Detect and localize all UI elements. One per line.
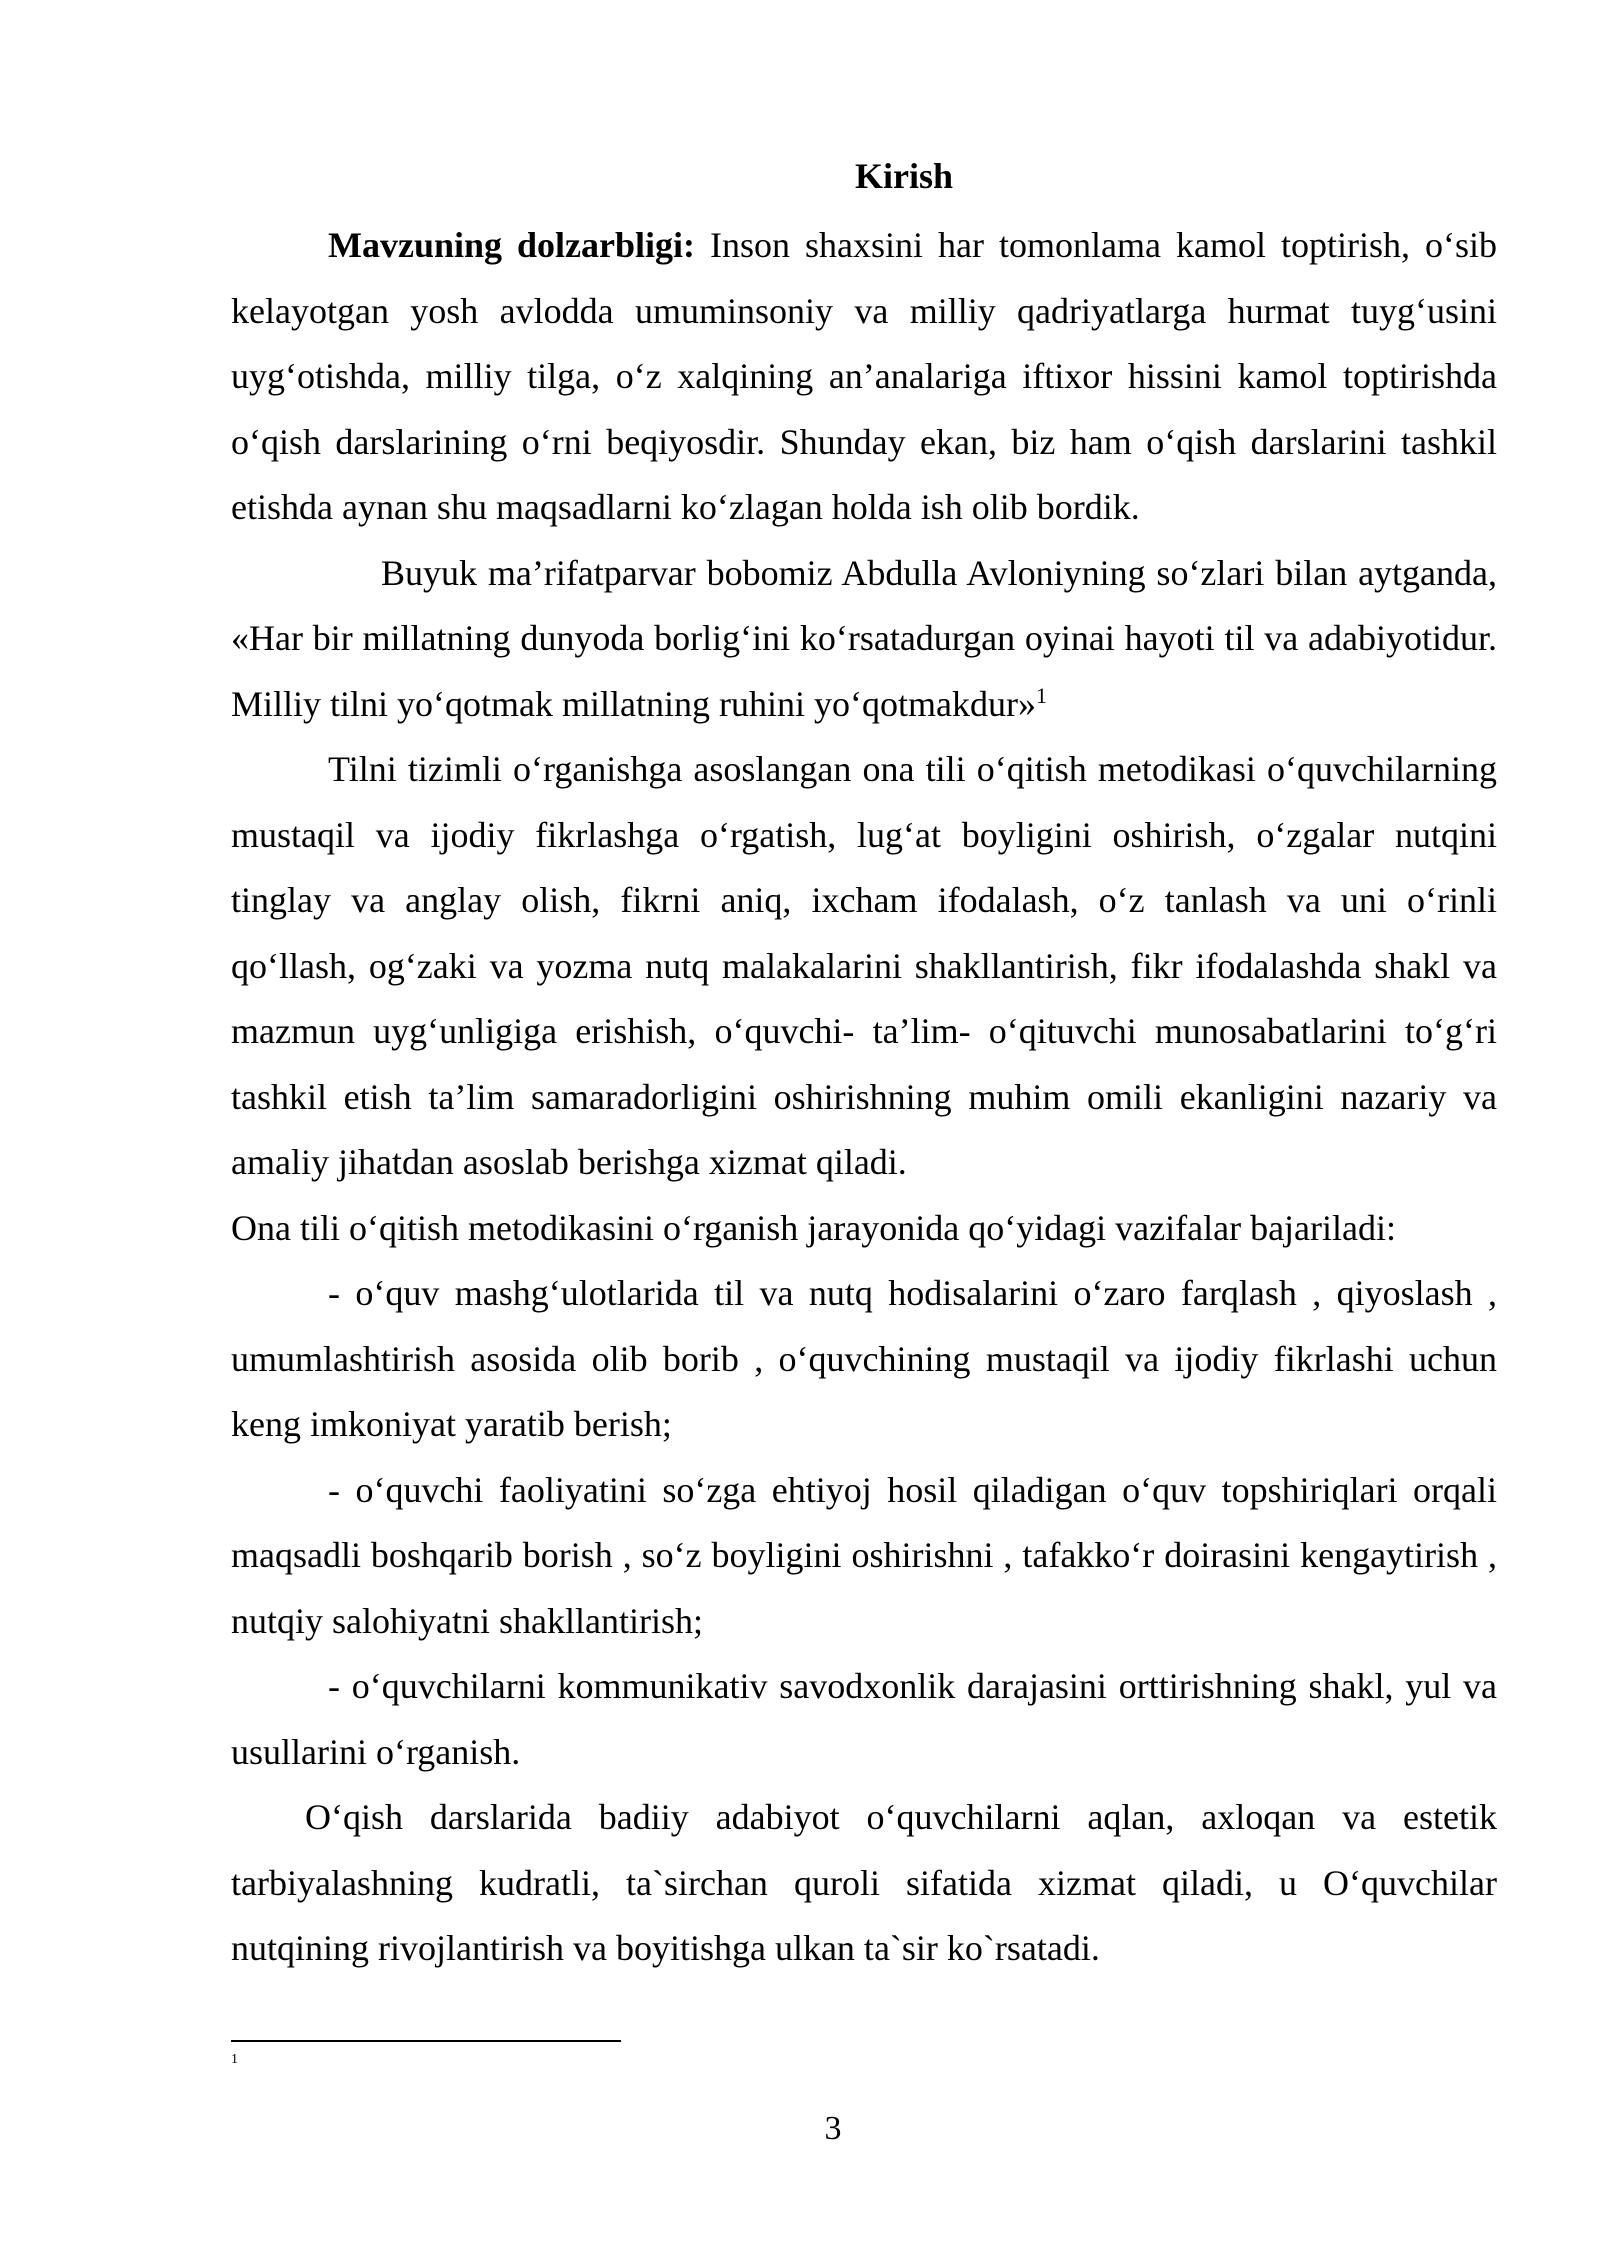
paragraph-tasks-intro	[231, 1196, 1497, 1262]
paragraph-text: - o‘quvchi faoliyatini so‘zga ehtiyoj hosil qiladigan o‘quv topshiriqlari orqali maqsadli boshqarib borish , so‘z boyligini oshirishni , tafakko‘r doirasini kengaytirish , nutqiy salohiyatni shakllantirish;	[231, 1469, 1497, 1641]
paragraph-text: Ona tili o‘qitish metodikasini o‘rganish jarayonida qo‘yidagi vazifalar bajariladi:	[231, 1207, 1397, 1248]
list-item-task-3	[231, 1654, 1497, 1785]
paragraph-relevance	[231, 213, 1497, 541]
paragraph-text: Tilni tizimli o‘rganishga asoslangan ona tili o‘qitish metodikasi o‘quvchilarning mustaqil va ijodiy fikrlashga o‘rgatish, lug‘at boyligini oshirish, o‘zgalar nutqini tinglay va anglay olish, fikrni aniq, ixcham ifodalash, o‘z tanlash va uni o‘rinli qo‘llash, og‘zaki va yozma nutq malakalarini shakllantirish, fikr ifodalashda shakl va mazmun uyg‘unligiga erishish, o‘quvchi- ta’lim- o‘qituvchi munosabatlarini to‘g‘ri tashkil etish ta’lim samaradorligini oshirishning muhim omili ekanligini nazariy va amaliy jihatdan asoslab berishga xizmat qiladi.	[231, 749, 1497, 1182]
page-content	[231, 146, 1497, 1982]
footnote-reference[interactable]: 1	[1035, 682, 1047, 708]
paragraph-lead: Mavzuning dolzarbligi:	[328, 225, 696, 265]
paragraph-text: Inson shaxsini har tomonlama kamol toptirish, o‘sib kelayotgan yosh avlodda umuminsoniy va milliy qadriyatlarga hurmat tuyg‘usini uyg‘otishda, milliy tilga, o‘z xalqining an’analariga iftixor hissini kamol toptirishda o‘qish darslarining o‘rni beqiyosdir. Shunday ekan, biz ham o‘qish darslarini tashkil etishda aynan shu maqsadlarni ko‘zlagan holda ish olib bordik.	[231, 225, 1497, 527]
footnote-separator	[231, 2040, 621, 2042]
page-title: Kirish	[854, 156, 953, 196]
page-number: 3	[824, 2110, 842, 2147]
list-item-task-1	[231, 1261, 1497, 1458]
paragraph-text: - o‘quvchilarni kommunikativ savodxonlik darajasini orttirishning shakl, yul va usullarini o‘rganish.	[231, 1666, 1497, 1772]
paragraph-text: O‘qish darslarida badiiy adabiyot o‘quvchilarni aqlan, axloqan va estetik tarbiyalashning kudratli, ta`sirchan quroli sifatida xizmat qiladi, u O‘quvchilar nutqining rivojlantirish va boyitishga ulkan ta`sir ko`rsatadi.	[231, 1797, 1497, 1968]
paragraph-text: - o‘quv mashg‘ulotlarida til va nutq hodisalarini o‘zaro farqlash , qiyoslash , umumlashtirish asosida olib borib , o‘quvchining mustaqil va ijodiy fikrlashi uchun keng imkoniyat yaratib berish;	[231, 1273, 1497, 1444]
paragraph-quote	[231, 541, 1497, 738]
paragraph-reading-lessons	[231, 1785, 1497, 1982]
footnote-marker: 1	[231, 2052, 238, 2067]
paragraph-methodology	[231, 737, 1497, 1196]
list-item-task-2	[231, 1458, 1497, 1655]
paragraph-text: Buyuk ma’rifatparvar bobomiz Abdulla Avloniyning so‘zlari bilan aytganda, «Har bir millatning dunyoda borlig‘ini ko‘rsatadurgan oyinai hayoti til va adabiyotidur. Milliy tilni yo‘qotmak millatning ruhini yo‘qotmakdur»	[231, 552, 1497, 724]
